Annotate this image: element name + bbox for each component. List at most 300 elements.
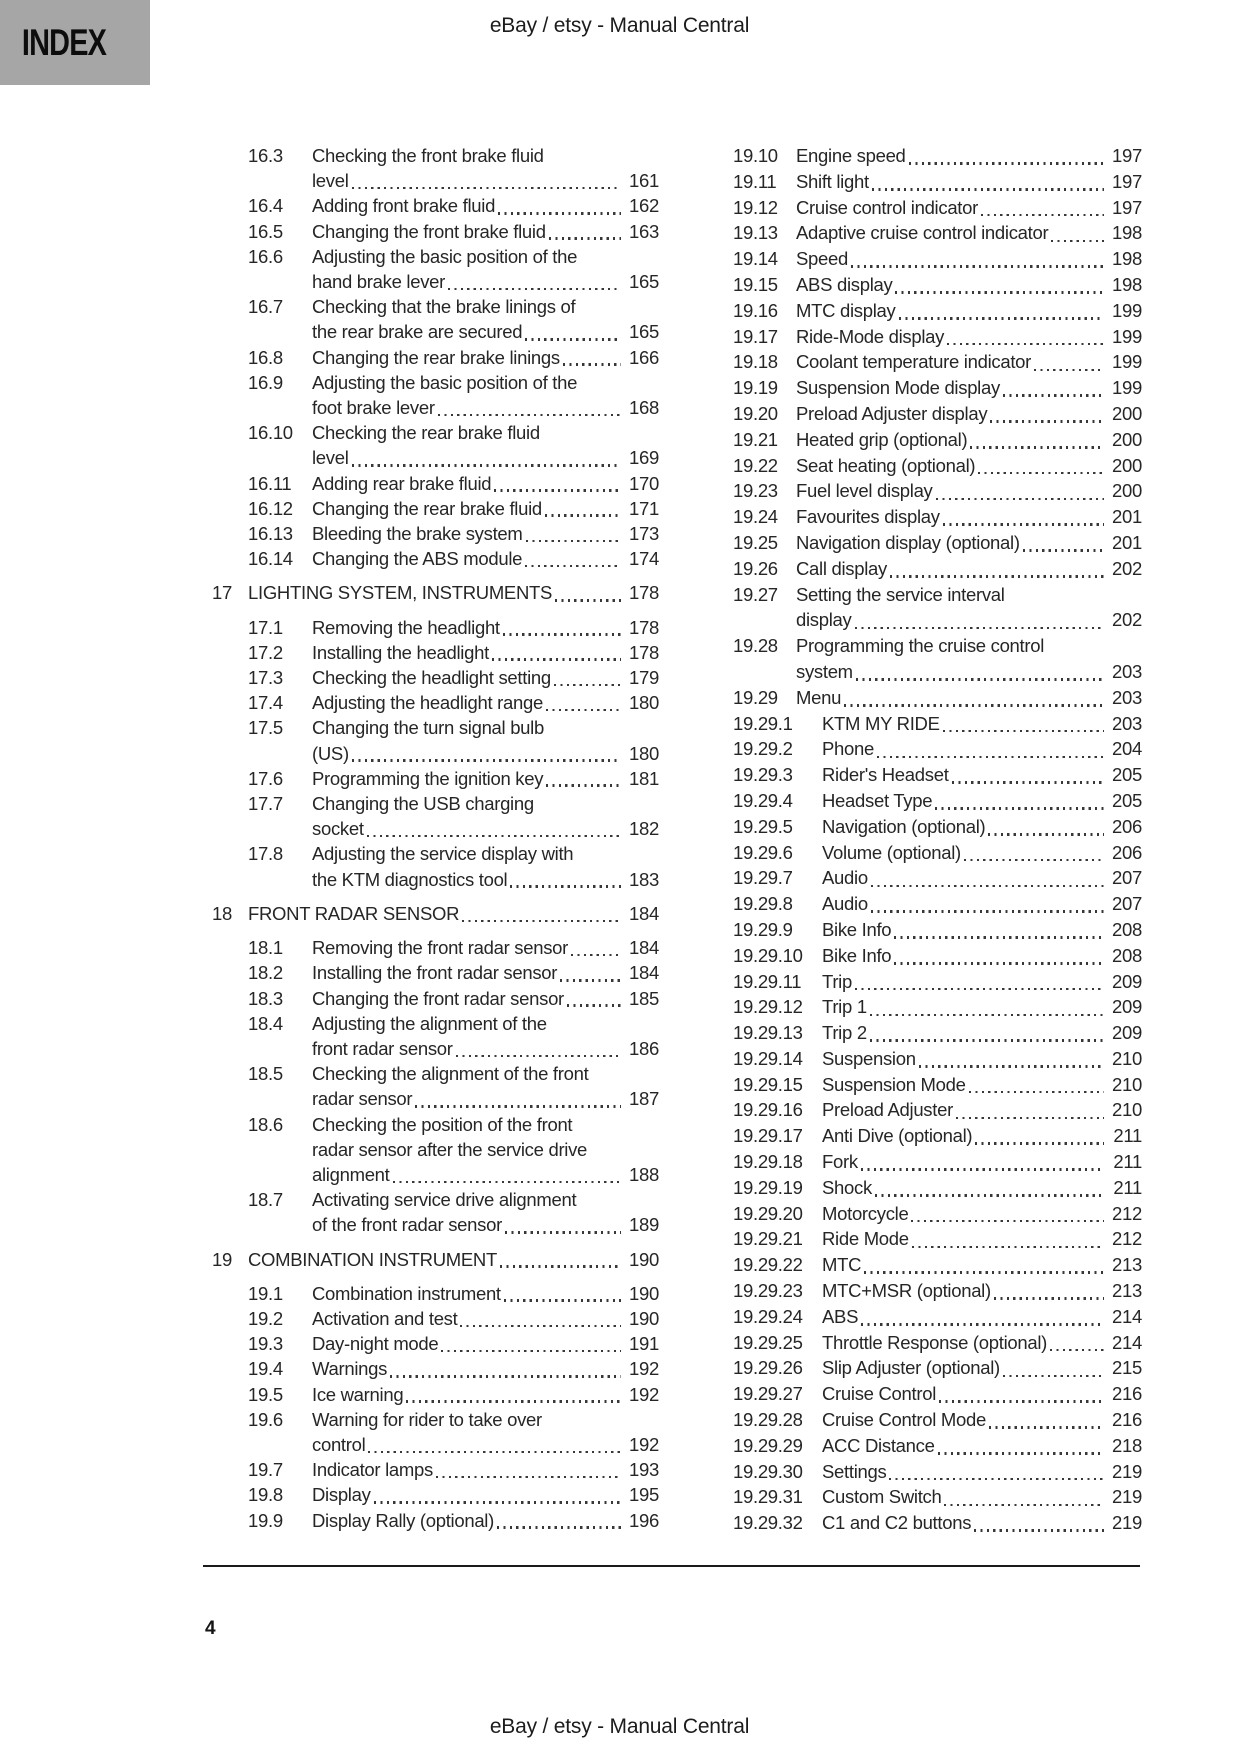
toc-page-number: 184 xyxy=(629,937,659,959)
toc-title-text: Favourites display xyxy=(796,506,940,528)
dot-leader xyxy=(560,979,621,982)
dot-leader xyxy=(978,472,1104,475)
toc-entry-body xyxy=(248,1247,659,1272)
toc-entry-row xyxy=(212,219,659,244)
toc-page-number: 198 xyxy=(1112,248,1142,270)
toc-entry-number: 19.29.11 xyxy=(733,970,802,992)
toc-page-number: 190 xyxy=(629,1248,659,1270)
toc-title-text: foot brake lever xyxy=(312,397,435,419)
toc-entry-body xyxy=(248,580,659,605)
toc-entry-body xyxy=(312,1112,659,1188)
dot-leader xyxy=(503,633,621,636)
toc-page-number: 195 xyxy=(629,1484,659,1506)
toc-title-last-line xyxy=(312,168,659,193)
toc-title-text: Adaptive cruise control indicator xyxy=(796,222,1049,244)
toc-title-last-line xyxy=(822,1097,1142,1123)
toc-title-last-line xyxy=(312,1162,659,1187)
toc-entry-body xyxy=(796,169,1142,195)
toc-entry-number: 16.5 xyxy=(248,220,283,242)
toc-entry-number: 19.17 xyxy=(733,325,778,347)
toc-entry-row xyxy=(733,891,1142,917)
toc-entry-row xyxy=(733,685,1142,711)
toc-title-text: C1 and C2 buttons xyxy=(822,1512,972,1534)
toc-title-last-line xyxy=(822,1407,1142,1433)
toc-title-text: LIGHTING SYSTEM, INSTRUMENTS xyxy=(248,582,553,604)
toc-page-number: 162 xyxy=(629,195,659,217)
dot-leader xyxy=(546,709,621,712)
dot-leader xyxy=(497,1526,621,1529)
toc-entry-row xyxy=(212,294,659,344)
toc-entry-number: 19.18 xyxy=(733,351,778,373)
toc-entry-number: 16.9 xyxy=(248,371,283,393)
toc-page-number: 198 xyxy=(1112,273,1142,295)
toc-entry-row xyxy=(212,471,659,496)
toc-entry-number: 19.4 xyxy=(248,1358,283,1380)
toc-entry-body xyxy=(822,762,1142,788)
dot-leader xyxy=(889,1478,1104,1481)
toc-entry-body xyxy=(312,496,659,521)
dot-leader xyxy=(571,954,621,957)
toc-title-text: (US) xyxy=(312,742,349,764)
toc-page-number: 210 xyxy=(1112,1099,1142,1121)
toc-entry-number: 16.6 xyxy=(248,245,283,267)
dot-leader xyxy=(938,1452,1104,1455)
toc-title-text: Preload Adjuster display xyxy=(796,402,988,424)
toc-entry-row xyxy=(212,615,659,640)
toc-title-last-line xyxy=(796,453,1142,479)
toc-title-text: Display xyxy=(312,1484,371,1506)
toc-page-number: 173 xyxy=(629,523,659,545)
toc-page-number: 214 xyxy=(1112,1331,1142,1353)
toc-entry-row xyxy=(733,1123,1142,1149)
toc-title-line: Adjusting the service display with xyxy=(312,843,574,865)
toc-entry-body xyxy=(312,935,659,960)
toc-title-text: Ride-Mode display xyxy=(796,325,945,347)
toc-entry-row xyxy=(733,917,1142,943)
dot-leader xyxy=(525,338,621,341)
toc-page-number: 213 xyxy=(1112,1254,1142,1276)
dot-leader xyxy=(525,565,621,568)
toc-page-number: 180 xyxy=(629,742,659,764)
toc-page-number: 203 xyxy=(1112,686,1142,708)
toc-title-text: Motorcycle xyxy=(822,1202,909,1224)
toc-title-last-line xyxy=(822,814,1142,840)
dot-leader xyxy=(1050,1349,1104,1352)
toc-title-text: Preload Adjuster xyxy=(822,1099,953,1121)
toc-entry-row xyxy=(212,986,659,1011)
dot-leader xyxy=(870,1014,1104,1017)
toc-page-number: 190 xyxy=(629,1307,659,1329)
toc-page-number: 188 xyxy=(629,1163,659,1185)
toc-entry-body xyxy=(822,1072,1142,1098)
toc-title-last-line xyxy=(312,935,659,960)
toc-entry-body xyxy=(312,1331,659,1356)
toc-entry-row xyxy=(212,370,659,420)
toc-entry-number: 19.29.4 xyxy=(733,789,793,811)
toc-page-number: 170 xyxy=(629,472,659,494)
dot-leader xyxy=(861,1323,1104,1326)
toc-entry-body xyxy=(796,504,1142,530)
toc-page-number: 203 xyxy=(1112,712,1142,734)
footer-rule xyxy=(203,1565,1140,1567)
toc-entry-body xyxy=(312,143,659,193)
toc-entry-row xyxy=(733,1330,1142,1356)
dot-leader xyxy=(460,1325,621,1328)
toc-entry-body xyxy=(796,685,1142,711)
toc-entry-body xyxy=(312,1011,659,1061)
toc-entry-row xyxy=(212,665,659,690)
toc-entry-row xyxy=(733,711,1142,737)
dot-leader xyxy=(875,1194,1104,1197)
toc-entry-body xyxy=(796,427,1142,453)
toc-title-text: Suspension Mode display xyxy=(796,377,1000,399)
toc-title-text: Trip xyxy=(822,970,852,992)
toc-entry-body xyxy=(822,1381,1142,1407)
toc-page-number: 219 xyxy=(1112,1512,1142,1534)
toc-title-last-line xyxy=(312,496,659,521)
toc-title-text: Changing the front brake fluid xyxy=(312,220,546,242)
dot-leader xyxy=(563,363,621,366)
dot-leader xyxy=(844,704,1104,707)
toc-entry-body xyxy=(312,960,659,985)
toc-title-text: Coolant temperature indicator xyxy=(796,351,1032,373)
dot-leader xyxy=(504,1299,621,1302)
toc-section-row xyxy=(212,580,659,605)
toc-entry-body xyxy=(822,1097,1142,1123)
toc-page-number: 210 xyxy=(1112,1047,1142,1069)
toc-title-text: the KTM diagnostics tool xyxy=(312,868,508,890)
toc-title-last-line xyxy=(312,395,659,420)
toc-title-text: the rear brake are secured xyxy=(312,321,523,343)
toc-entry-number: 16.10 xyxy=(248,422,293,444)
toc-entry-body xyxy=(312,1187,659,1237)
toc-entry-number: 19.29.28 xyxy=(733,1409,803,1431)
toc-entry-number: 19.9 xyxy=(248,1509,283,1531)
toc-page-number: 179 xyxy=(629,667,659,689)
toc-title-text: FRONT RADAR SENSOR xyxy=(248,902,460,924)
toc-entry-number: 19.20 xyxy=(733,402,778,424)
toc-title-text: Indicator lamps xyxy=(312,1459,433,1481)
toc-page-number: 174 xyxy=(629,548,659,570)
toc-entry-body xyxy=(822,1020,1142,1046)
toc-entry-row xyxy=(733,453,1142,479)
toc-entry-row xyxy=(212,935,659,960)
toc-entry-body xyxy=(822,1484,1142,1510)
toc-entry-row xyxy=(212,496,659,521)
toc-entry-number: 19.19 xyxy=(733,377,778,399)
toc-entry-number: 19.16 xyxy=(733,299,778,321)
dot-leader xyxy=(393,1181,621,1184)
dot-leader xyxy=(855,988,1104,991)
toc-title-text: Activation and test xyxy=(312,1307,458,1329)
toc-title-text: Display Rally (optional) xyxy=(312,1509,494,1531)
toc-title-last-line xyxy=(312,665,659,690)
toc-title-last-line xyxy=(822,994,1142,1020)
toc-page-number: 185 xyxy=(629,987,659,1009)
toc-section-row xyxy=(212,901,659,926)
toc-entry-number: 19.29.20 xyxy=(733,1202,803,1224)
toc-entry-row xyxy=(212,1508,659,1533)
toc-page-number: 183 xyxy=(629,868,659,890)
toc-title-text: Installing the front radar sensor xyxy=(312,962,558,984)
toc-entry-body xyxy=(796,324,1142,350)
toc-title-last-line xyxy=(312,193,659,218)
toc-entry-number: 19.29.21 xyxy=(733,1228,803,1250)
toc-title-text: Suspension xyxy=(822,1047,916,1069)
toc-entry-number: 19.27 xyxy=(733,583,778,605)
dot-leader xyxy=(871,910,1104,913)
toc-title-last-line xyxy=(822,711,1142,737)
dot-leader xyxy=(890,575,1104,578)
toc-entry-body xyxy=(796,530,1142,556)
toc-page-number: 211 xyxy=(1113,1176,1142,1198)
toc-title-text: Cruise control indicator xyxy=(796,196,978,218)
toc-title-last-line xyxy=(312,471,659,496)
toc-title-text: Adding front brake fluid xyxy=(312,195,496,217)
dot-leader xyxy=(1003,1375,1104,1378)
toc-entry-row xyxy=(733,788,1142,814)
toc-title-text: Removing the headlight xyxy=(312,616,500,638)
toc-entry-row xyxy=(733,1149,1142,1175)
dot-leader xyxy=(545,514,621,517)
toc-title-text: Volume (optional) xyxy=(822,841,961,863)
dot-leader xyxy=(368,1451,621,1454)
dot-leader xyxy=(441,1350,621,1353)
toc-page-number: 212 xyxy=(1112,1228,1142,1250)
toc-entry-body xyxy=(312,986,659,1011)
dot-leader xyxy=(510,885,621,888)
toc-entry-body xyxy=(822,1407,1142,1433)
toc-title-text: Speed xyxy=(796,248,848,270)
toc-title-last-line xyxy=(312,546,659,571)
toc-entry-body xyxy=(312,1061,659,1111)
toc-entry-number: 19.21 xyxy=(733,428,778,450)
dot-leader xyxy=(1051,240,1104,243)
toc-entry-body xyxy=(312,420,659,470)
toc-title-text: Changing the front radar sensor xyxy=(312,987,564,1009)
toc-entry-row xyxy=(733,633,1142,685)
toc-title-last-line xyxy=(312,1432,659,1457)
toc-entry-body xyxy=(796,478,1142,504)
toc-entry-body xyxy=(312,640,659,665)
toc-page-number: 216 xyxy=(1112,1409,1142,1431)
toc-page-number: 161 xyxy=(629,170,659,192)
dot-leader xyxy=(352,187,621,190)
toc-title-last-line xyxy=(312,521,659,546)
toc-entry-row xyxy=(212,244,659,294)
toc-entry-number: 17.4 xyxy=(248,692,283,714)
dot-leader xyxy=(861,1168,1104,1171)
toc-entry-row xyxy=(733,195,1142,221)
toc-title-last-line xyxy=(312,269,659,294)
toc-entry-number: 19.25 xyxy=(733,531,778,553)
dot-leader xyxy=(526,540,621,543)
toc-title-last-line xyxy=(796,375,1142,401)
toc-page-number: 180 xyxy=(629,692,659,714)
toc-entry-number: 16.4 xyxy=(248,195,283,217)
toc-page-number: 166 xyxy=(629,346,659,368)
toc-page-number: 207 xyxy=(1112,867,1142,889)
toc-entry-number: 19.29.17 xyxy=(733,1125,803,1147)
dot-leader xyxy=(549,237,621,240)
toc-entry-body xyxy=(312,1306,659,1331)
toc-title-text: Changing the rear brake linings xyxy=(312,346,560,368)
toc-entry-number: 19.29.3 xyxy=(733,764,793,786)
toc-title-last-line xyxy=(796,349,1142,375)
toc-page-number: 201 xyxy=(1112,531,1142,553)
toc-page-number: 209 xyxy=(1112,1022,1142,1044)
toc-entry-number: 19 xyxy=(212,1248,232,1270)
toc-entry-body xyxy=(822,736,1142,762)
dot-leader xyxy=(374,1501,621,1504)
toc-title-line: Adjusting the alignment of the xyxy=(312,1012,547,1034)
dot-leader xyxy=(947,343,1104,346)
dot-leader xyxy=(352,759,621,762)
dot-leader xyxy=(456,1055,621,1058)
dot-leader xyxy=(505,1231,621,1234)
toc-title-last-line xyxy=(822,1484,1142,1510)
toc-title-last-line xyxy=(822,917,1142,943)
toc-title-text: Installing the headlight xyxy=(312,641,489,663)
toc-entry-row xyxy=(212,1112,659,1188)
toc-title-line: Adjusting the basic position of the xyxy=(312,371,578,393)
toc-title-last-line xyxy=(312,986,659,1011)
toc-title-text: Headset Type xyxy=(822,789,933,811)
toc-entry-row xyxy=(733,814,1142,840)
toc-entry-row xyxy=(733,1355,1142,1381)
toc-entry-body xyxy=(312,1281,659,1306)
toc-page-number: 219 xyxy=(1112,1486,1142,1508)
toc-entry-row xyxy=(733,298,1142,324)
toc-entry-body xyxy=(796,582,1142,634)
dot-leader xyxy=(494,489,621,492)
toc-entry-number: 19.29.14 xyxy=(733,1047,803,1069)
toc-page-number: 206 xyxy=(1112,815,1142,837)
toc-title-text: MTC display xyxy=(796,299,896,321)
toc-title-line: Programming the cruise control xyxy=(796,635,1045,657)
toc-title-text: Day-night mode xyxy=(312,1333,439,1355)
toc-title-text: Cruise Control xyxy=(822,1383,937,1405)
index-tab xyxy=(0,0,150,85)
toc-entry-number: 19.29.30 xyxy=(733,1460,803,1482)
dot-leader xyxy=(448,288,621,291)
toc-title-last-line xyxy=(312,1356,659,1381)
toc-title-last-line xyxy=(312,960,659,985)
toc-title-last-line xyxy=(312,867,659,892)
toc-title-last-line xyxy=(822,1510,1142,1536)
toc-entry-number: 19.29.18 xyxy=(733,1151,803,1173)
toc-page-number: 200 xyxy=(1112,454,1142,476)
toc-title-last-line xyxy=(822,1226,1142,1252)
toc-entry-body xyxy=(822,1201,1142,1227)
toc-page-number: 165 xyxy=(629,271,659,293)
toc-entry-number: 19.2 xyxy=(248,1307,283,1329)
dot-leader xyxy=(970,446,1104,449)
toc-title-last-line xyxy=(822,1201,1142,1227)
toc-title-last-line xyxy=(312,1508,659,1533)
toc-title-text: ACC Distance xyxy=(822,1434,935,1456)
toc-title-text: Removing the front radar sensor xyxy=(312,937,568,959)
dot-leader xyxy=(546,784,621,787)
toc-entry-row xyxy=(733,1046,1142,1072)
toc-title-text: Programming the ignition key xyxy=(312,767,544,789)
toc-entry-number: 17.6 xyxy=(248,767,283,789)
toc-entry-body xyxy=(796,556,1142,582)
toc-entry-row xyxy=(212,1457,659,1482)
toc-title-last-line xyxy=(822,840,1142,866)
toc-entry-row xyxy=(733,969,1142,995)
toc-entry-body xyxy=(822,1433,1142,1459)
toc-entry-body xyxy=(822,1123,1142,1149)
toc-entry-body xyxy=(822,1459,1142,1485)
toc-page-number: 209 xyxy=(1112,970,1142,992)
toc-entry-number: 19.29.23 xyxy=(733,1280,803,1302)
dot-leader xyxy=(919,1065,1104,1068)
toc-title-last-line xyxy=(822,1433,1142,1459)
toc-page-number: 192 xyxy=(629,1433,659,1455)
dot-leader xyxy=(899,317,1105,320)
toc-entry-body xyxy=(822,788,1142,814)
toc-entry-row xyxy=(212,690,659,715)
dot-leader xyxy=(500,1265,621,1268)
toc-entry-number: 19.23 xyxy=(733,480,778,502)
toc-title-line: Changing the turn signal bulb xyxy=(312,717,544,739)
toc-title-text: Fork xyxy=(822,1151,858,1173)
toc-title-text: of the front radar sensor xyxy=(312,1214,502,1236)
dot-leader xyxy=(462,920,621,923)
toc-title-line: Checking the position of the front xyxy=(312,1113,573,1135)
toc-title-last-line xyxy=(822,1175,1142,1201)
toc-entry-row xyxy=(212,521,659,546)
toc-entry-row xyxy=(212,193,659,218)
toc-title-last-line xyxy=(248,580,659,605)
toc-entry-number: 19.7 xyxy=(248,1459,283,1481)
toc-entry-row xyxy=(212,791,659,841)
toc-entry-body xyxy=(822,711,1142,737)
toc-entry-number: 19.29.5 xyxy=(733,815,793,837)
toc-entry-number: 19.29.13 xyxy=(733,1022,803,1044)
dot-leader xyxy=(492,658,621,661)
toc-title-last-line xyxy=(248,1247,659,1272)
toc-entry-number: 19.8 xyxy=(248,1484,283,1506)
toc-title-last-line xyxy=(822,1278,1142,1304)
toc-entry-row xyxy=(733,1510,1142,1536)
dot-leader xyxy=(909,162,1104,165)
toc-page-number: 190 xyxy=(629,1282,659,1304)
toc-title-text: Fuel level display xyxy=(796,480,933,502)
dot-leader xyxy=(952,781,1104,784)
toc-title-last-line xyxy=(796,530,1142,556)
toc-title-text: Trip 2 xyxy=(822,1022,867,1044)
toc-entry-number: 19.29.26 xyxy=(733,1357,803,1379)
toc-entry-body xyxy=(796,246,1142,272)
dot-leader xyxy=(406,1400,621,1403)
toc-page-number: 213 xyxy=(1112,1280,1142,1302)
toc-title-text: socket xyxy=(312,818,364,840)
toc-title-text: Suspension Mode xyxy=(822,1073,966,1095)
toc-entry-number: 17 xyxy=(212,582,232,604)
toc-entry-body xyxy=(312,690,659,715)
footer-title: eBay / etsy - Manual Central xyxy=(489,1715,750,1738)
dot-leader xyxy=(554,684,621,687)
toc-title-last-line xyxy=(822,1381,1142,1407)
toc-entry-row xyxy=(733,865,1142,891)
toc-page-number: 199 xyxy=(1112,325,1142,347)
toc-entry-row xyxy=(733,1304,1142,1330)
toc-entry-number: 19.29.12 xyxy=(733,996,803,1018)
toc-entry-row xyxy=(212,766,659,791)
toc-entry-number: 19.6 xyxy=(248,1408,283,1430)
